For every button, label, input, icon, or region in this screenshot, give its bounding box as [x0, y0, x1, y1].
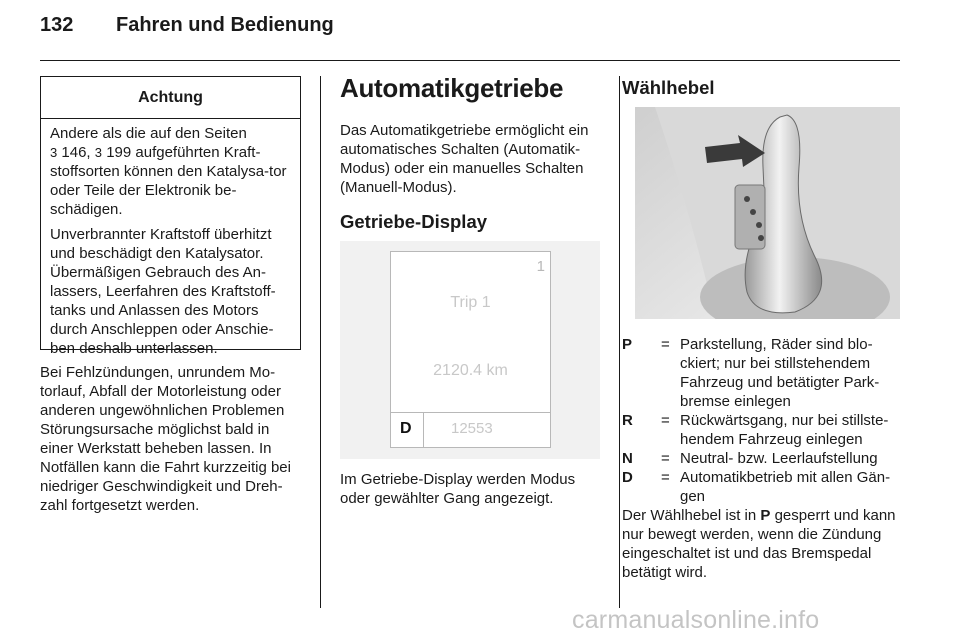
- display-divider: [391, 412, 550, 413]
- heading-automatic-transmission: Automatikgetriebe: [340, 73, 564, 103]
- warning-paragraph-1: [50, 124, 292, 219]
- selector-lever-illustration: [635, 107, 900, 319]
- xref-arrow-icon: 3: [94, 145, 103, 160]
- display-caption: Im Getriebe-Display werden Modus oder gewählter Gang angezeigt.: [340, 471, 576, 507]
- gear-letter: D: [622, 469, 633, 486]
- gear-description: Neutral- bzw. Leerlaufstellung: [680, 450, 878, 467]
- transmission-display-figure: [340, 241, 600, 459]
- display-odometer: 12553: [451, 420, 493, 437]
- xref-arrow-icon: 3: [50, 145, 58, 160]
- display-gear: D: [400, 420, 412, 437]
- display-corner-mark: 1: [536, 258, 545, 275]
- gear-letter: N: [622, 450, 633, 467]
- gear-row-n: [622, 449, 902, 468]
- page-header: [40, 14, 334, 37]
- selector-text-start: Der Wählhebel ist in: [622, 507, 757, 524]
- selector-text-rest: gesperrt und kann nur bewegt werden, wenn die Zündung eingeschaltet ist und das Bremspedal betätigt wird.: [622, 507, 896, 581]
- gear-list: [622, 335, 902, 506]
- gear-description: Automatikbetrieb mit allen Gän-gen: [680, 469, 891, 505]
- warning-title: Achtung: [41, 77, 300, 119]
- heading-transmission-display: Getriebe-Display: [340, 211, 488, 232]
- xref-link-146[interactable]: 146,: [61, 144, 91, 161]
- warning-body: [41, 119, 300, 358]
- warning-text-rest: stoffsorten können den Katalysa-tor oder Teile der Elektronik be-schädigen.: [50, 163, 287, 218]
- column-divider: [320, 76, 321, 608]
- automatic-intro: Das Automatikgetriebe ermöglicht ein automatisches Schalten (Automatik-Modus) oder ein manuelles Schalten (Manuell-Modus).: [340, 122, 589, 196]
- selector-paragraph: [622, 506, 902, 582]
- display-screen: [390, 251, 551, 448]
- section-title: Fahren und Bedienung: [116, 14, 334, 36]
- gear-row-d: [622, 468, 902, 506]
- selector-text-bold: P: [760, 507, 771, 524]
- display-divider: [423, 412, 424, 447]
- heading-selector-lever: Wählhebel: [622, 77, 715, 98]
- gear-equals: =: [661, 412, 670, 429]
- gear-description: Parkstellung, Räder sind blo-ckiert; nur bei stillstehendem Fahrzeug und betätigter Park-bremse einlegen: [680, 336, 880, 410]
- gear-equals: =: [661, 336, 670, 353]
- gear-letter: R: [622, 412, 633, 429]
- warning-text-start: Andere als die auf den Seiten: [50, 125, 247, 142]
- gear-equals: =: [661, 469, 670, 486]
- gear-row-r: [622, 411, 902, 449]
- gear-row-p: [622, 335, 902, 411]
- display-trip: Trip 1: [450, 294, 491, 311]
- warning-paragraph-2: Unverbrannter Kraftstoff überhitzt und beschädigt den Katalysator. Übermäßigen Gebrauch des An-lassers, Leerfahren des Kraftstoff-tanks und Anlassen des Motors durch Anschleppen oder Anschie-ben deshalb unterlassen.: [50, 226, 276, 357]
- gear-equals: =: [661, 450, 670, 467]
- display-distance: 2120.4 km: [433, 362, 508, 379]
- gear-description: Rückwärtsgang, nur bei stillste-hendem Fahrzeug einlegen: [680, 412, 889, 448]
- header-rule: [40, 60, 900, 61]
- warning-box: [40, 76, 301, 357]
- watermark: carmanualsonline.info: [572, 606, 820, 634]
- page-number: 132: [40, 14, 74, 36]
- gear-letter: P: [622, 336, 633, 353]
- misfire-paragraph: Bei Fehlzündungen, unrundem Mo-torlauf, Abfall der Motorleistung oder anderen ungewöhnlichen Problemen Störungsursache möglichst bald in einer Werkstatt beheben lassen. In Notfällen kann die Fahrt kurzzeitig bei niedriger Geschwindigkeit und Dreh-zahl fortgesetzt werden.: [40, 364, 291, 514]
- column-divider: [619, 76, 620, 608]
- xref-link-199[interactable]: 199 aufgeführten Kraft-: [106, 144, 261, 161]
